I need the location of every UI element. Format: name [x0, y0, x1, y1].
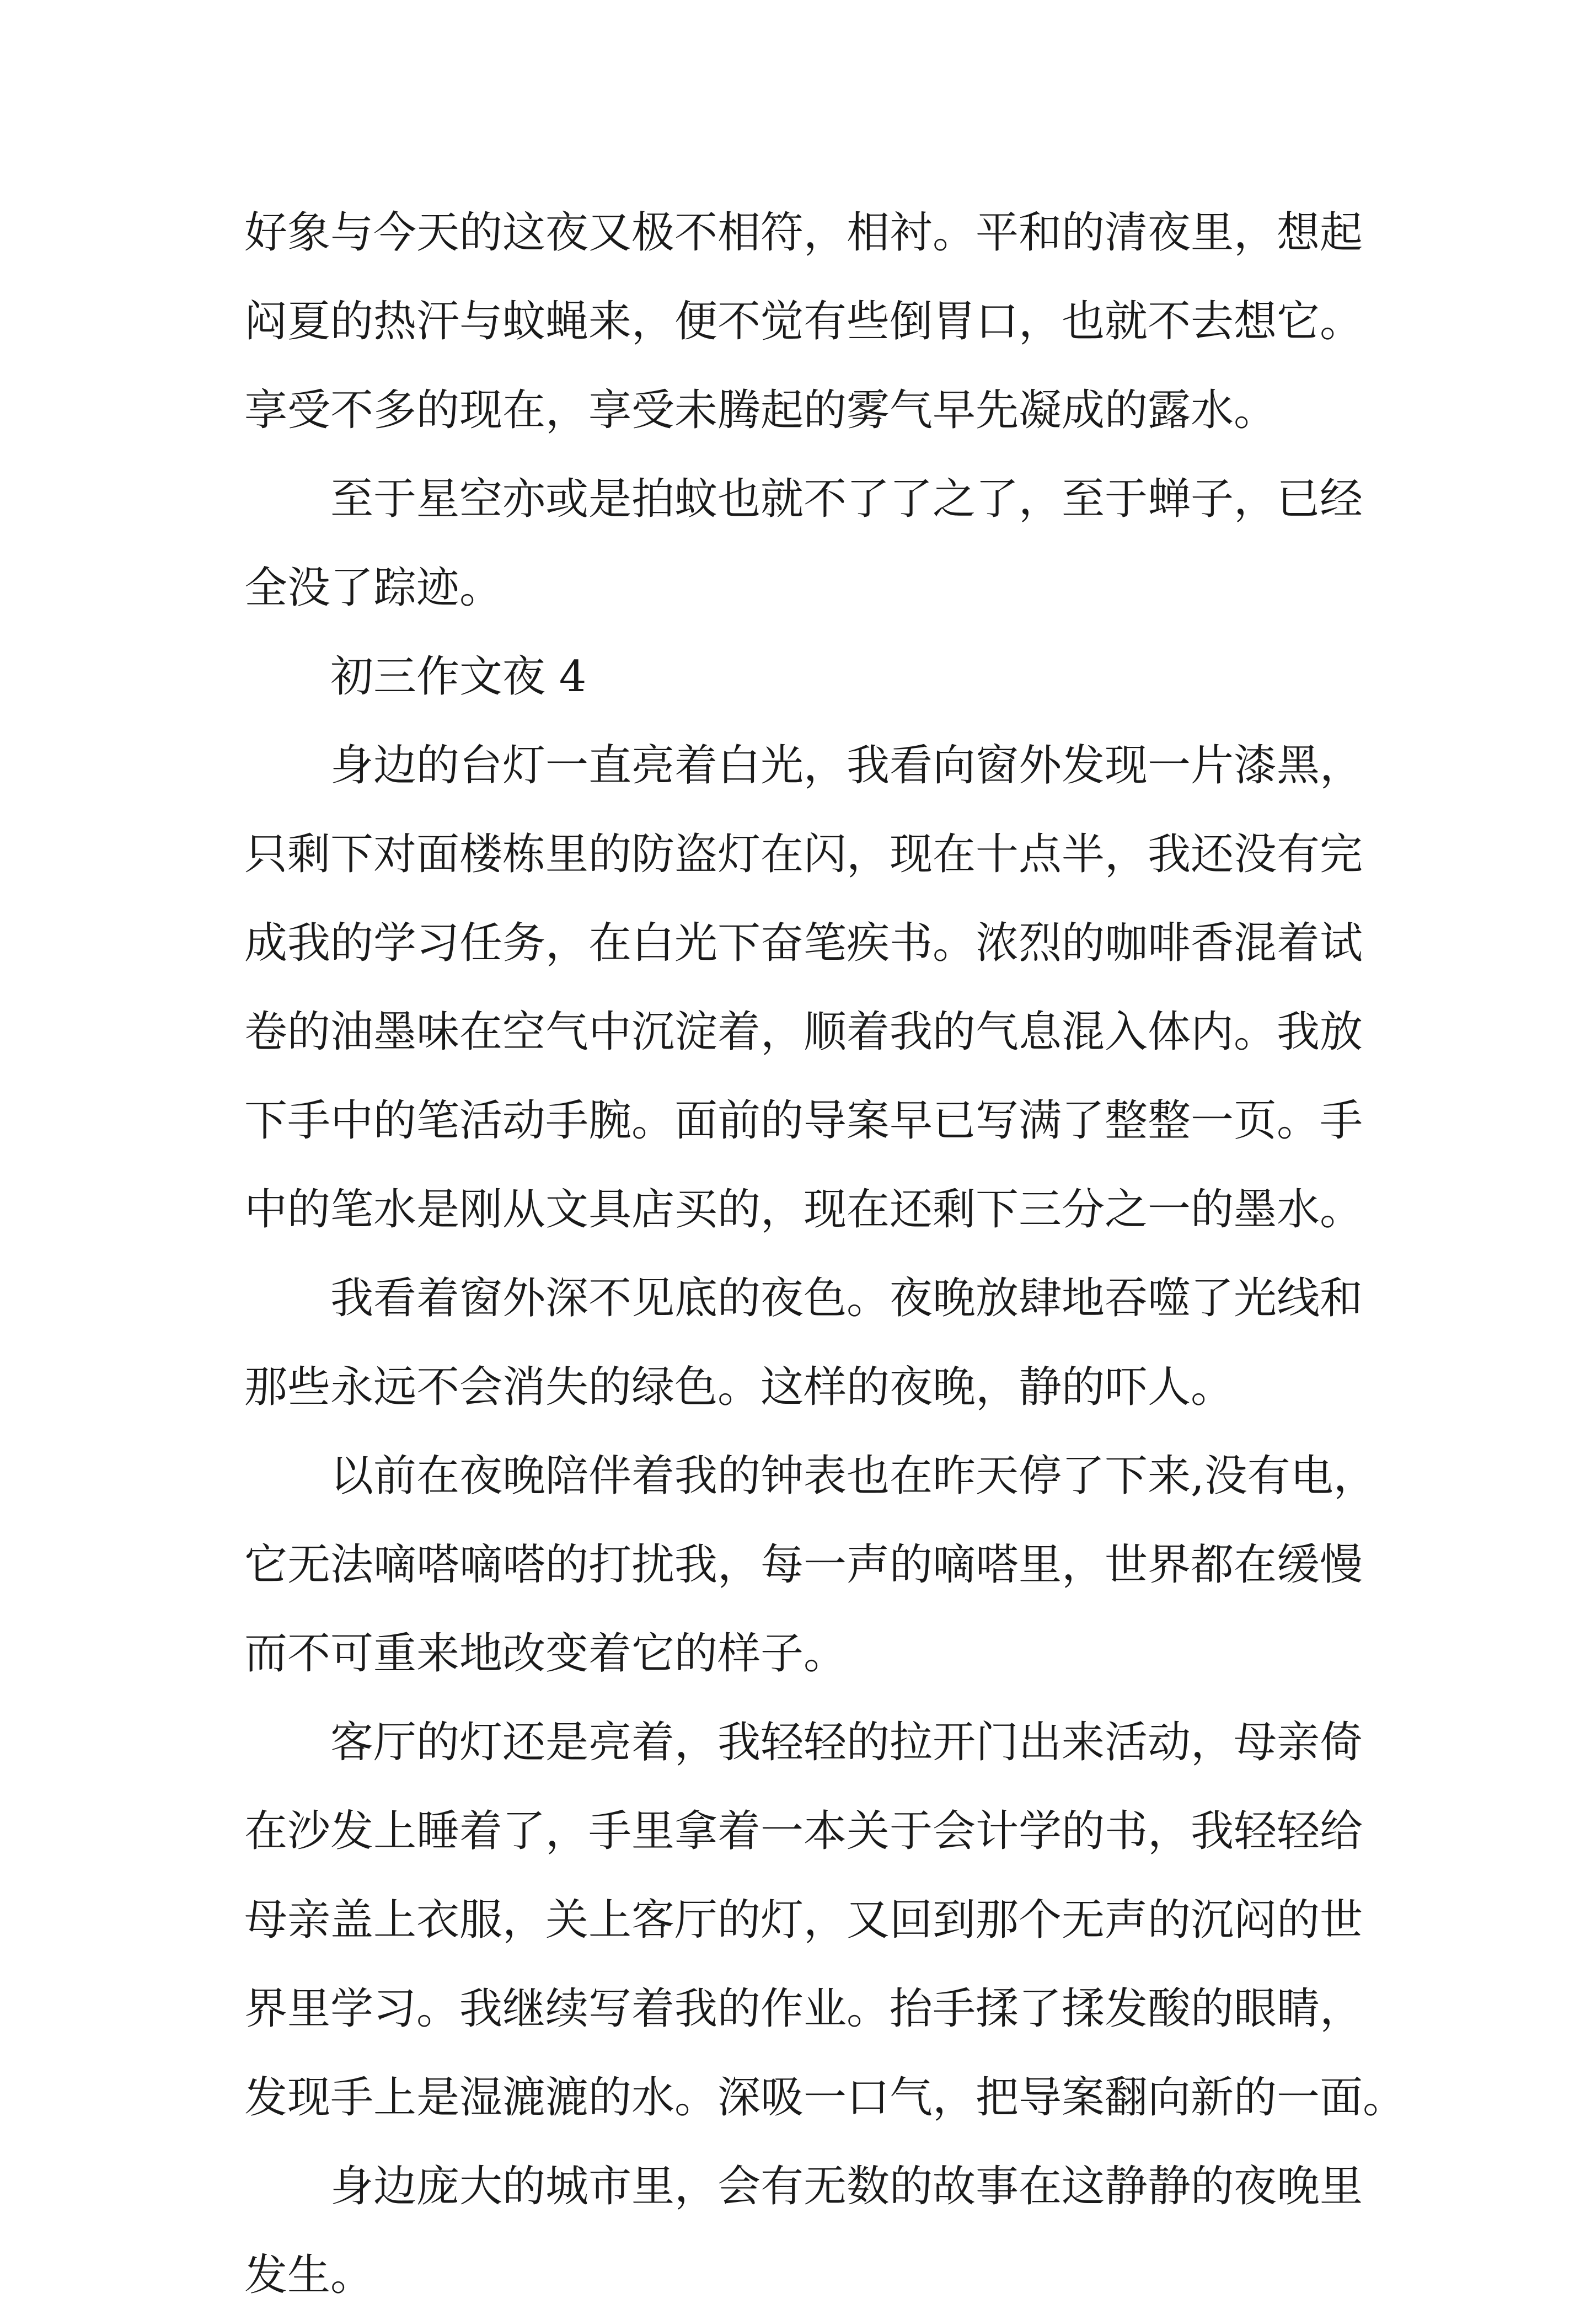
text-line: 客厅的灯还是亮着，我轻轻的拉开门出来活动，母亲倚: [330, 1718, 1363, 1767]
text-line: 成我的学习任务，在白光下奋笔疾书。浓烈的咖啡香混着试: [244, 918, 1363, 968]
paragraph: [244, 1254, 1363, 1432]
text-line: 我看着窗外深不见底的夜色。夜晚放肆地吞噬了光线和: [330, 1274, 1363, 1323]
paragraph: [244, 1698, 1406, 2142]
section-heading: [244, 633, 1356, 721]
text-line: 全没了踪迹。: [244, 563, 503, 613]
text-line: 闷夏的热汗与蚊蝇来，便不觉有些倒胃口，也就不去想它。: [244, 297, 1363, 346]
paragraph: [244, 2142, 1363, 2320]
paragraph: [244, 721, 1363, 1254]
text-line: 下手中的笔活动手腕。面前的导案早已写满了整整一页。手: [244, 1096, 1363, 1146]
text-line: 那些永远不会消失的绿色。这样的夜晚，静的吓人。: [244, 1362, 1234, 1412]
text-line: 而不可重来地改变着它的样子。: [244, 1629, 847, 1678]
text-line: 中的笔水是刚从文具店买的，现在还剩下三分之一的墨水。: [244, 1185, 1363, 1234]
text-line: 在沙发上睡着了，手里拿着一本关于会计学的书，我轻轻给: [244, 1806, 1363, 1856]
paragraph: [244, 189, 1363, 455]
text-line: 只剩下对面楼栋里的防盗灯在闪，现在十点半，我还没有完: [244, 830, 1363, 879]
text-line: 享受不多的现在，享受未腾起的雾气早先凝成的露水。: [244, 386, 1277, 435]
text-line: 发生。: [244, 2250, 374, 2300]
heading-text: 初三作文夜 4: [330, 652, 587, 702]
paragraph: [244, 1432, 1377, 1698]
paragraph: [244, 455, 1363, 633]
text-line: 至于星空亦或是拍蚊也就不了了之了，至于蝉子，已经: [330, 474, 1363, 524]
text-line: 卷的油墨味在空气中沉淀着，顺着我的气息混入体内。我放: [244, 1007, 1363, 1057]
document-body: [244, 189, 1406, 2320]
text-line: 身边的台灯一直亮着白光，我看向窗外发现一片漆黑，: [330, 741, 1363, 790]
text-line: 界里学习。我继续写着我的作业。抬手揉了揉发酸的眼睛，: [244, 1984, 1363, 2034]
text-line: 母亲盖上衣服，关上客厅的灯，又回到那个无声的沉闷的世: [244, 1895, 1363, 1945]
text-line: 以前在夜晚陪伴着我的钟表也在昨天停了下来,没有电，: [330, 1451, 1377, 1501]
text-line: 它无法嘀嗒嘀嗒的打扰我，每一声的嘀嗒里，世界都在缓慢: [244, 1540, 1363, 1590]
text-line: 发现手上是湿漉漉的水。深吸一口气，把导案翻向新的一面。: [244, 2073, 1406, 2123]
text-line: 好象与今天的这夜又极不相符，相衬。平和的清夜里，想起: [244, 208, 1363, 258]
text-line: 身边庞大的城市里，会有无数的故事在这静静的夜晚里: [330, 2162, 1363, 2211]
